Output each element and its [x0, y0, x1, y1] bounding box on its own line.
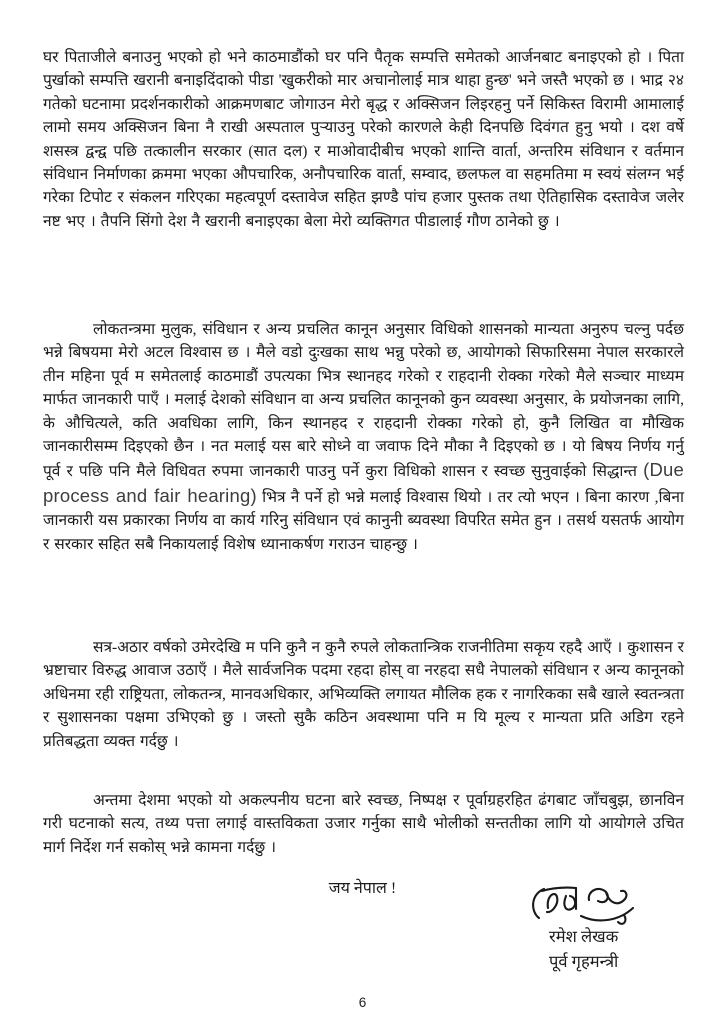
- page-number: 6: [358, 995, 367, 1010]
- signatory-title: पूर्व गृहमन्त्री: [549, 952, 619, 971]
- signatory-block: [549, 924, 618, 974]
- latin-phrase-due-process: (Due process and fair hearing): [43, 459, 684, 506]
- closing-salutation: जय नेपाल !: [328, 880, 397, 897]
- paragraph-3: सत्र-अठार वर्षको उमेरदेखि म पनि कुनै न कुनै रुपले लोकतान्त्रिक राजनीतिमा सकृय रहदै आएँ । कुशासन र भ्रष्टाचार विरुद्ध आवाज उठाएँ । मैले सार्वजनिक पदमा रहदा होस् वा नरहदा सधै नेपालको संविधान र अन्य कानूनको अधिनमा रही राष्ट्रियता, लोकतन्त्र, मानवअधिकार, अभिव्यक्ति लगायत मौलिक हक र नागरिकका सबै खाले स्वतन्त्रता र सुशासनका पक्षमा उभिएको छु । जस्तो सुकै कठिन अवस्थामा पनि म यि मूल्य र मान्यता प्रति अडिग रहने प्रतिबद्धता व्यक्त गर्दछु ।: [43, 639, 684, 750]
- paragraph-2: [43, 318, 684, 556]
- paragraph-2-text-after: भित्र नै पर्ने हो भन्ने मलाई विश्वास थियो । तर त्यो भएन । बिना कारण ,बिना जानकारी यस प्रकारका निर्णय वा कार्य गरिनु संविधान एवं कानुनी ब्यवस्था विपरित समेत हुन । तसर्थ यसतर्फ आयोग र सरकार सहित सबै निकायलाई विशेष ध्यानाकर्षण गराउन चाहन्छु ।: [43, 488, 684, 553]
- paragraph-1: घर पिताजीले बनाउनु भएको हो भने काठमाडौंको घर पनि पैतृक सम्पत्ति समेतको आर्जनबाट बनाइएको हो । पिता पुर्खाको सम्पत्ति खरानी बनाइदिंदाको पीडा 'खुकरीको मार अचानोलाई मात्र थाहा हुन्छ' भने जस्तै भएको छ । भाद्र २४ गतेको घटनामा प्रदर्शनकारीको आक्रमणबाट जोगाउन मेरो बृद्ध र अक्सिजन लिइरहनु पर्ने सिकिस्त विरामी आमालाई लामो समय अक्सिजन बिना नै राखी अस्पताल पुऱ्याउनु परेको कारणले केही दिनपछि दिवंगत हुनु भयो । दश वर्षे शसस्त्र द्वन्द्व पछि तत्कालीन सरकार (सात दल) र माओवादीबीच भएको शान्ति वार्ता, अन्तरिम संविधान र वर्तमान संविधान निर्माणका क्रममा भएका औपचारिक, अनौपचारिक वार्ता, सम्वाद, छलफल वा सहमतिमा म स्वयं संलग्न भई गरेका टिपोट र संकलन गरिएका महत्वपूर्ण दस्तावेज सहित झण्डै पांच हजार पुस्तक तथा ऐतिहासिक दस्तावेज जलेर नष्ट भए । तैपनि सिंगो देश नै खरानी बनाइएका बेला मेरो व्यक्तिगत पीडालाई गौण ठानेको छु ।: [43, 49, 684, 230]
- paragraph-2-text-before: लोकतन्त्रमा मुलुक, संविधान र अन्य प्रचलित कानून अनुसार विधिको शासनको मान्यता अनुरुप चल्नु पर्दछ भन्ने बिषयमा मेरो अटल विश्वास छ । मैले वडो दुःखका साथ भन्नु परेको छ, आयोगको सिफारिसमा नेपाल सरकारले तीन महिना पूर्व म समेतलाई काठमाडौं उपत्यका भित्र स्थानहद गरेको र राहदानी रोक्का गरेको मैले सञ्चार माध्यम मार्फत जानकारी पाएँ । मलाई देशको संविधान वा अन्य प्रचलित कानूनको कुन व्यवस्था अनुसार, के प्रयोजनका लागि, के औचित्यले, कति अवधिका लागि, किन स्थानहद र राहदानी रोक्का गरेको हो, कुनै लिखित वा मौखिक जानकारीसम्म दिइएको छैन । नत मलाई यस बारे सोध्ने वा जवाफ दिने मौका नै दिइएको छ । यो बिषय निर्णय गर्नु पूर्व र पछि पनि मैले विधिवत रुपमा जानकारी पाउनु पर्ने कुरा विधिको शासन र स्वच्छ सुनुवाईको सिद्धान्त: [43, 321, 684, 481]
- signatory-name: रमेश लेखक: [549, 927, 619, 946]
- paragraph-4: अन्तमा देशमा भएको यो अकल्पनीय घटना बारे स्वच्छ, निष्पक्ष र पूर्वाग्रहरहित ढंगबाट जाँचबुझ, छानविन गरी घटनाको सत्य, तथ्य पत्ता लगाई वास्तविकता उजार गर्नुका साथै भोलीको सन्ततीका लागि यो आयोगले उचित मार्ग निर्देश गर्न सकोस् भन्ने कामना गर्दछु ।: [43, 792, 684, 856]
- handwritten-signature: [526, 880, 644, 928]
